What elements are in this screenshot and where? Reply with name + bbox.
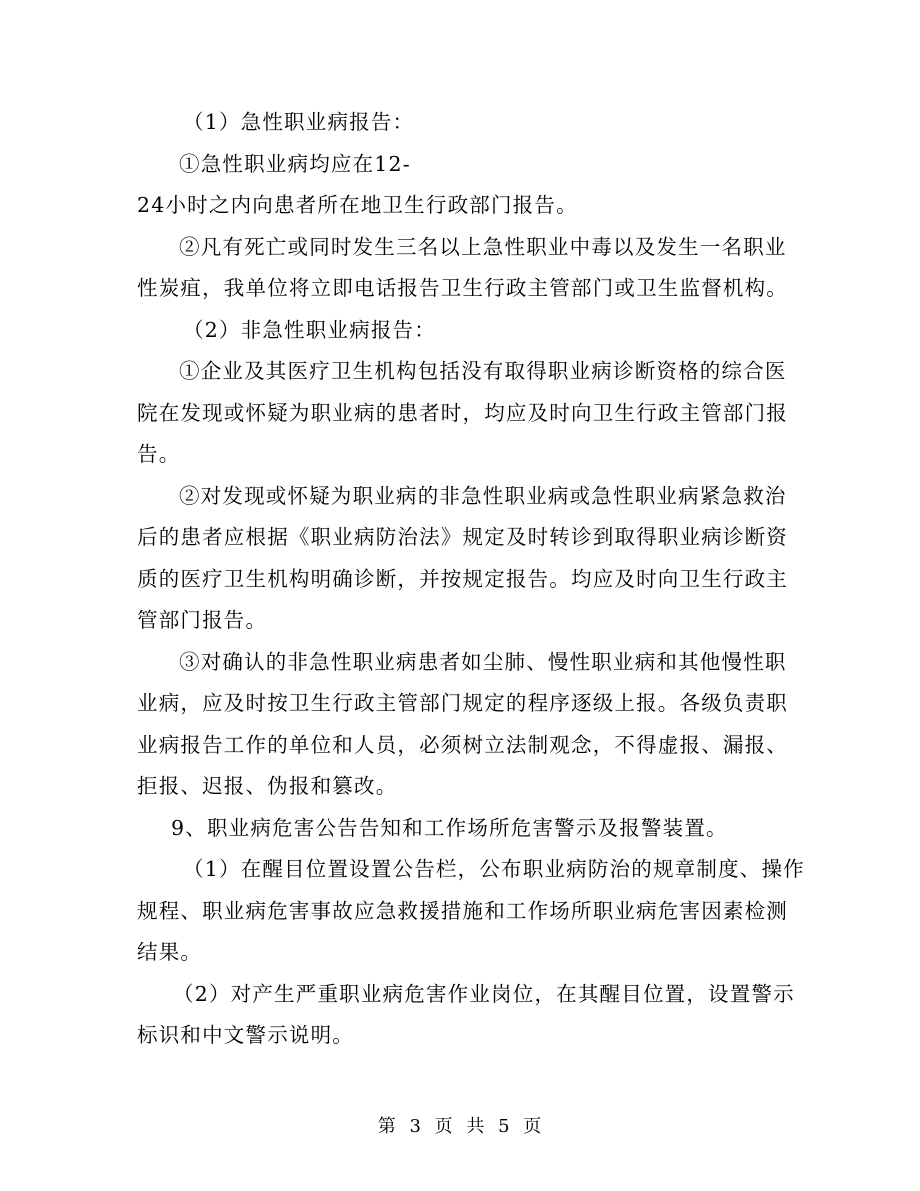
text-line: 业病，应及时按卫生行政主管部门规定的程序逐级上报。各级负责职	[137, 691, 788, 715]
document-body	[137, 102, 805, 1057]
text-line: 告。	[137, 442, 181, 466]
text-line: 质的医疗卫生机构明确诊断，并按规定报告。均应及时向卫生行政主	[137, 566, 788, 591]
text-line: ③对确认的非急性职业病患者如尘肺、慢性职业病和其他慢性职	[179, 649, 787, 674]
text-line: ②凡有死亡或同时发生三名以上急性职业中毒以及发生一名职业	[179, 234, 787, 259]
paragraph-section-9-heading	[137, 808, 787, 850]
paragraph-acute-item-1	[137, 144, 787, 227]
paragraph-nonacute-item-1	[137, 351, 787, 476]
text-line: 拒报、迟报、伪报和篡改。	[137, 774, 398, 798]
text-line: 后的患者应根据《职业病防治法》规定及时转诊到取得职业病诊断资	[137, 525, 788, 549]
page-number-footer: 第 3 页 共 5 页	[377, 1116, 543, 1137]
text-line: ②对发现或怀疑为职业病的非急性职业病或急性职业病紧急救治	[179, 483, 787, 508]
paragraph-acute-item-2	[137, 227, 787, 310]
text-line: ①急性职业病均应在12-	[179, 151, 411, 176]
text-line: （1）在醒目位置设置公告栏，公布职业病防治的规章制度、操作	[183, 857, 805, 881]
text-line: 规程、职业病危害事故应急救援措施和工作场所职业病危害因素检测	[137, 898, 788, 923]
text-line: 24小时之内向患者所在地卫生行政部门报告。	[137, 193, 578, 217]
text-line: （1）急性职业病报告：	[183, 110, 415, 134]
text-line: 管部门报告。	[137, 608, 268, 632]
paragraph-nonacute-item-2	[137, 476, 787, 642]
text-line: 9、职业病危害公告告知和工作场所危害警示及报警装置。	[171, 815, 728, 840]
text-line: （2）对产生严重职业病危害作业岗位，在其醒目位置，设置警示	[173, 981, 795, 1006]
paragraph-section-9-item-2	[137, 974, 795, 1057]
paragraph-nonacute-item-3	[137, 642, 787, 808]
text-line: 性炭疽，我单位将立即电话报告卫生行政主管部门或卫生监督机构。	[137, 276, 788, 300]
text-line: 标识和中文警示说明。	[137, 1023, 354, 1047]
text-line: （2）非急性职业病报告：	[183, 317, 436, 342]
paragraph-acute-heading	[137, 102, 787, 144]
text-line: 结果。	[137, 940, 203, 964]
text-line: 院在发现或怀疑为职业病的患者时，均应及时向卫生行政主管部门报	[137, 400, 788, 425]
paragraph-nonacute-heading	[137, 310, 787, 352]
text-line: 业病报告工作的单位和人员，必须树立法制观念，不得虚报、漏报、	[137, 732, 788, 757]
paragraph-section-9-item-1	[137, 849, 805, 974]
text-line: ①企业及其医疗卫生机构包括没有取得职业病诊断资格的综合医	[179, 359, 787, 383]
